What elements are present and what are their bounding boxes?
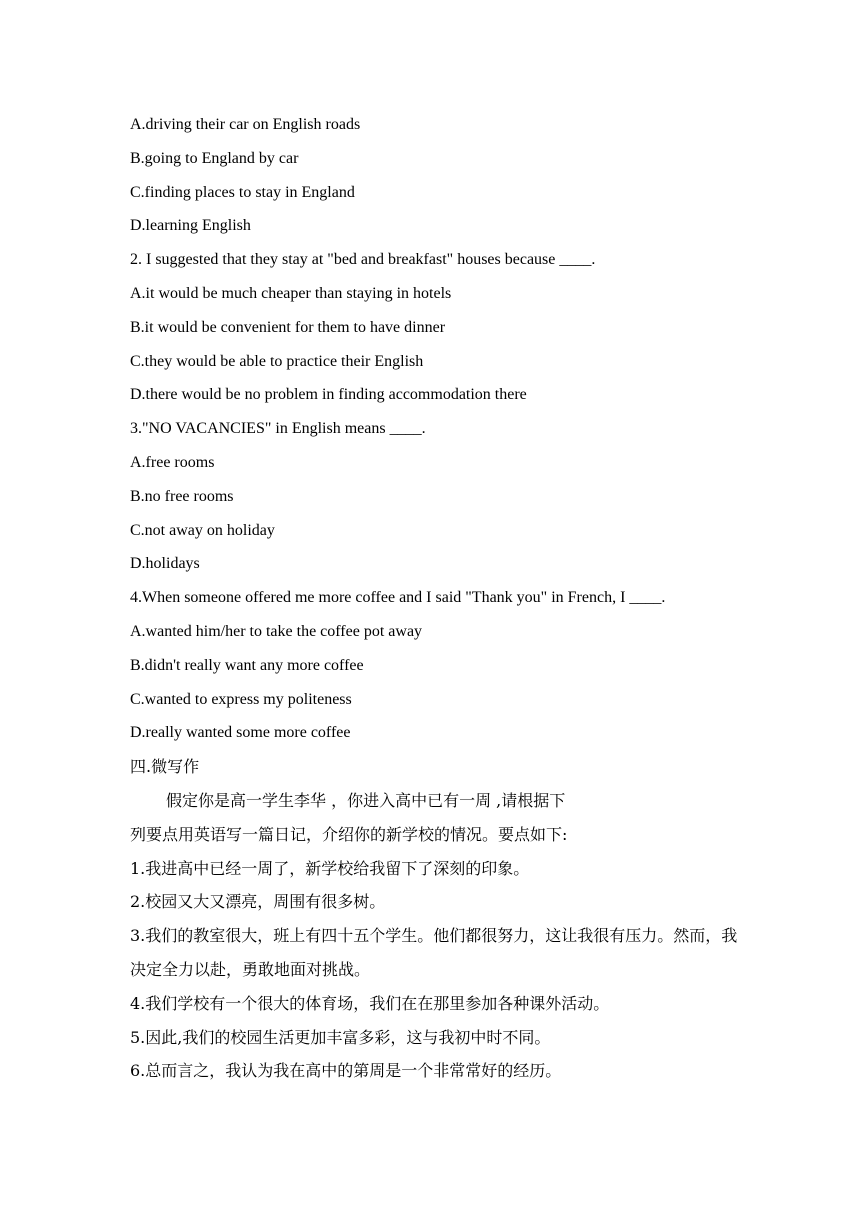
- q3-option-a: A.free rooms: [130, 453, 215, 471]
- q4-option-a: A.wanted him/her to take the coffee pot away: [130, 622, 423, 640]
- writing-point-1: 1.我进高中已经一周了，新学校给我留下了深刻的印象。: [130, 858, 530, 878]
- writing-prompt-line-2: 列要点用英语写一篇日记，介绍你的新学校的情况。要点如下:: [130, 824, 568, 844]
- q4-option-b: B.didn't really want any more coffee: [130, 656, 364, 674]
- q4-option-c: C.wanted to express my politeness: [130, 690, 352, 708]
- q4-question: 4.When someone offered me more coffee and I said "Thank you" in French, I ____.: [130, 589, 666, 607]
- writing-prompt-line-1: 假定你是高一学生李华 ，你进入高中已有一周 ,请根据下: [166, 790, 566, 810]
- q1-option-a: A.driving their car on English roads: [130, 116, 361, 133]
- q2-option-c: C.they would be able to practice their English: [130, 352, 424, 370]
- writing-point-2: 2.校园又大又漂亮，周围有很多树。: [130, 892, 386, 912]
- q1-option-d: D.learning English: [130, 217, 251, 235]
- q2-option-b: B.it would be convenient for them to have dinner: [130, 318, 446, 336]
- q1-option-c: C.finding places to stay in England: [130, 183, 355, 201]
- q4-option-d: D.really wanted some more coffee: [130, 724, 351, 742]
- writing-point-5: 5.因此,我们的校园生活更加丰富多彩，这与我初中时不同。: [130, 1027, 551, 1047]
- q3-option-d: D.holidays: [130, 555, 200, 573]
- q3-question: 3."NO VACANCIES" in English means ____.: [130, 420, 426, 438]
- q2-option-d: D.there would be no problem in finding accommodation there: [130, 386, 527, 404]
- section-heading: 四.微写作: [130, 757, 200, 777]
- q1-option-b: B.going to England by car: [130, 149, 299, 167]
- q2-option-a: A.it would be much cheaper than staying in hotels: [130, 284, 452, 302]
- writing-point-6: 6.总而言之，我认为我在高中的第周是一个非常常好的经历。: [130, 1061, 562, 1081]
- q3-option-c: C.not away on holiday: [130, 521, 275, 539]
- writing-point-3: 3.我们的教室很大，班上有四十五个学生。他们都很努力，这让我很有压力。然而，我决定全力以赴，勇敢地面对挑战。: [130, 926, 738, 979]
- q3-option-b: B.no free rooms: [130, 487, 234, 505]
- document-page: [130, 108, 740, 1088]
- writing-point-4: 4.我们学校有一个很大的体育场，我们在在那里参加各种课外活动。: [130, 993, 610, 1013]
- q2-question: 2. I suggested that they stay at "bed and breakfast" houses because ____.: [130, 251, 596, 269]
